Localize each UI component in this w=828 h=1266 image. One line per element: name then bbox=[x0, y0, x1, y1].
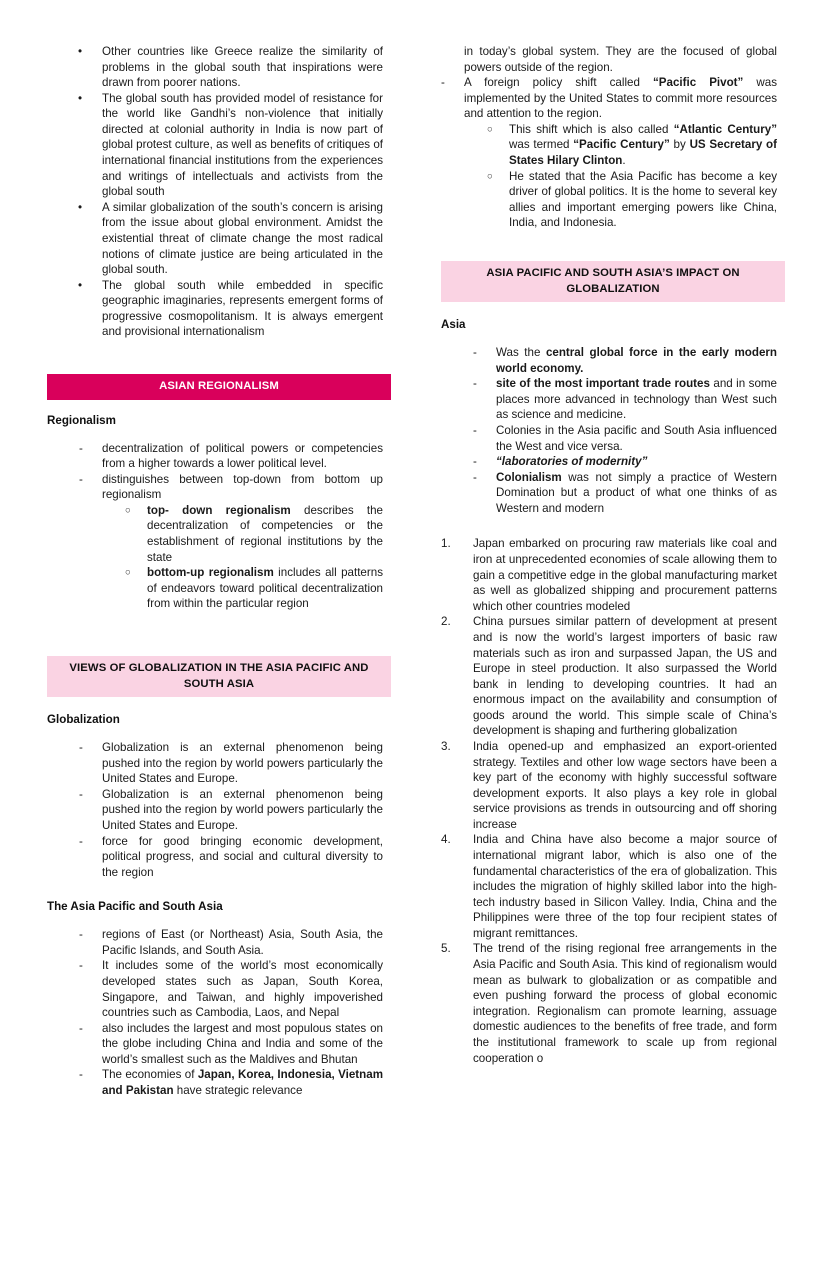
pacific-pivot-list bbox=[441, 75, 777, 231]
circle-bullet-icon: ○ bbox=[487, 123, 493, 135]
list-item bbox=[47, 278, 383, 340]
disc-bullet-icon: • bbox=[78, 91, 83, 105]
subheading-asia: Asia bbox=[441, 318, 466, 332]
subheading-globalization: Globalization bbox=[47, 713, 120, 727]
list-item bbox=[47, 1067, 383, 1098]
regionalism-bullet-list bbox=[47, 441, 383, 612]
dash-bullet-icon: - bbox=[79, 441, 83, 455]
dash-bullet-icon: - bbox=[79, 1068, 83, 1082]
list-item bbox=[47, 200, 383, 278]
list-item-text: “laboratories of modernity” bbox=[496, 455, 648, 469]
asia-impact-bullet-list bbox=[441, 345, 777, 516]
numbered-list-item bbox=[441, 739, 777, 832]
list-item bbox=[47, 958, 383, 1020]
sub-list-item-text: This shift which is also called “Atlantic Century” was termed “Pacific Century” by US Secretary of States Hilary Clinton. bbox=[509, 122, 777, 168]
list-item bbox=[47, 834, 383, 881]
numbered-list-item-text: Japan embarked on procuring raw materials like coal and iron at unprecedented economies of scale allowing them to gain a competitive edge in the global manufacturing market as well as globalized shipping and procurement patterns which other countries modeled bbox=[473, 537, 777, 613]
dash-bullet-icon: - bbox=[79, 787, 83, 801]
section-banner-views-of-globalization: VIEWS OF GLOBALIZATION IN THE ASIA PACIFIC AND SOUTH ASIA bbox=[47, 656, 391, 697]
list-item-text: decentralization of political powers or competencies from a higher towards a lower political level. bbox=[102, 441, 383, 471]
list-item bbox=[441, 454, 777, 470]
list-number: 4. bbox=[441, 833, 451, 847]
numbered-list-item bbox=[441, 614, 777, 739]
dash-bullet-icon: - bbox=[473, 470, 477, 484]
dash-bullet-icon: - bbox=[473, 346, 477, 360]
list-item bbox=[47, 927, 383, 958]
disc-bullet-icon: • bbox=[78, 45, 83, 58]
sub-list-item-text: He stated that the Asia Pacific has become a key driver of global politics. It is the home to several key allies and important emerging powers like China, India, and Indonesia. bbox=[509, 169, 777, 230]
list-item bbox=[47, 472, 383, 503]
list-item-text: Globalization is an external phenomenon being pushed into the region by world powers particularly the United States and Europe. bbox=[102, 741, 383, 786]
sub-list-item bbox=[47, 503, 383, 565]
list-item bbox=[47, 441, 383, 472]
dash-bullet-icon: - bbox=[79, 472, 83, 486]
list-item-text: Colonies in the Asia pacific and South Asia influenced the West and vice versa. bbox=[496, 423, 777, 453]
list-item bbox=[47, 787, 383, 834]
left-column bbox=[40, 44, 390, 1246]
dash-bullet-icon: - bbox=[473, 455, 477, 469]
dash-bullet-icon: - bbox=[473, 377, 477, 391]
list-item-text: force for good bringing economic development, political progress, and social and cultural diversity to the region bbox=[102, 834, 383, 879]
list-item-text: The global south while embedded in specific geographic imaginaries, represents emergent forms of progressive cosmopolitanism. It is always emergent and provisional internationalism bbox=[102, 278, 383, 339]
disc-bullet-icon: • bbox=[78, 200, 83, 214]
sub-list-item-rest: includes all patterns of endeavors toward political decentralization from within the particular region bbox=[147, 566, 383, 611]
list-item bbox=[441, 423, 777, 454]
section-banner-asian-regionalism: ASIAN REGIONALISM bbox=[47, 374, 391, 400]
continuation-text: in today’s global system. They are the focused of global powers outside of the region. bbox=[464, 45, 777, 74]
list-number: 2. bbox=[441, 615, 451, 629]
list-item bbox=[47, 1021, 383, 1068]
list-number: 3. bbox=[441, 739, 451, 753]
continuation-paragraph bbox=[441, 44, 777, 75]
list-item bbox=[47, 91, 383, 200]
dash-bullet-icon: - bbox=[79, 1021, 83, 1035]
dash-bullet-icon: - bbox=[79, 959, 83, 973]
circle-bullet-icon: ○ bbox=[487, 170, 493, 182]
dash-bullet-icon: - bbox=[441, 76, 445, 90]
list-item-text: A similar globalization of the south’s concern is arising from the issue about global environment. Amidst the existential threat of climate change the most radical notions of climate justice are being articulated in the global south. bbox=[102, 200, 383, 277]
right-column bbox=[434, 44, 784, 1246]
list-item-text: A foreign policy shift called “Pacific Pivot” was implemented by the United States to commit more resources and attention to the region. bbox=[464, 76, 778, 121]
sub-list-item bbox=[441, 122, 777, 169]
circle-bullet-icon: ○ bbox=[125, 567, 131, 579]
asia-pacific-bullet-list bbox=[47, 927, 383, 1098]
list-item bbox=[441, 75, 777, 122]
list-item-text: site of the most important trade routes and in some places more advanced in technology than West such as science and medicine. bbox=[496, 377, 777, 422]
list-item-text: Globalization is an external phenomenon being pushed into the region by world powers particularly the United States and Europe. bbox=[102, 787, 383, 832]
globalization-bullet-list bbox=[47, 740, 383, 880]
emphasis-term: bottom-up regionalism bbox=[147, 566, 274, 580]
list-item-text: Other countries like Greece realize the similarity of problems in the global south that inspirations were drawn from poorer nations. bbox=[102, 45, 383, 90]
dash-bullet-icon: - bbox=[79, 928, 83, 942]
dash-bullet-icon: - bbox=[79, 834, 83, 848]
list-item-text: It includes some of the world’s most economically developed states such as Japan, South Korea, Singapore, and Taiwan, and highly impoverished countries such as Cambodia, Laos, and Nepal bbox=[102, 959, 383, 1020]
global-south-bullet-list bbox=[47, 44, 383, 340]
subheading-regionalism: Regionalism bbox=[47, 413, 116, 427]
circle-bullet-icon: ○ bbox=[125, 504, 131, 516]
sub-list-item bbox=[47, 565, 383, 612]
list-item bbox=[441, 345, 777, 376]
list-item bbox=[47, 44, 383, 91]
dash-bullet-icon: - bbox=[79, 741, 83, 755]
sub-list-item-text bbox=[147, 503, 383, 565]
subheading-asia-pacific-south-asia: The Asia Pacific and South Asia bbox=[47, 900, 223, 914]
list-number: 1. bbox=[441, 537, 451, 551]
list-item bbox=[441, 376, 777, 423]
numbered-list-item bbox=[441, 832, 777, 941]
list-item bbox=[47, 740, 383, 787]
section-banner-impact-on-globalization: ASIA PACIFIC AND SOUTH ASIA’S IMPACT ON GLOBALIZATION bbox=[441, 261, 785, 302]
list-item-text: Was the central global force in the early modern world economy. bbox=[496, 346, 777, 375]
numbered-list-item-text: The trend of the rising regional free arrangements in the Asia Pacific and South Asia. This kind of regionalism would mean as bulwark to globalization or as compatible and even pushing forward the process of global economic integration. Regionalism can promote learning, assuage domestic audiences to the benefits of free trade, and form the institutional framework to scale up from regional cooperation o bbox=[473, 942, 777, 1065]
list-item-text: The global south has provided model of resistance for the world like Gandhi’s non-violence that initially directed at colonial authority in India is now part of global protest culture, as well as benefits of critiques of international financial institutions from the experiences and writings of intellectuals and activists from the global south bbox=[102, 91, 383, 199]
list-item-text: Colonialism was not simply a practice of Western Domination but a product of what one thinks of as Western and modern bbox=[496, 470, 777, 515]
disc-bullet-icon: • bbox=[78, 278, 83, 292]
sub-list-item-text bbox=[147, 565, 383, 612]
list-item bbox=[441, 470, 777, 517]
sub-list-item-rest: describes the decentralization of competencies or the establishment of regional institutions by the state bbox=[147, 503, 383, 564]
dash-bullet-icon: - bbox=[473, 423, 477, 437]
numbered-points-list bbox=[441, 536, 777, 1066]
sub-list-item bbox=[441, 169, 777, 231]
list-item-text: also includes the largest and most populous states on the globe including China and India and some of the world’s smallest such as the Maldives and Bhutan bbox=[102, 1021, 383, 1066]
list-number: 5. bbox=[441, 942, 451, 956]
list-item-text: The economies of Japan, Korea, Indonesia, Vietnam and Pakistan have strategic relevance bbox=[102, 1068, 383, 1098]
emphasis-term: top- down regionalism bbox=[147, 503, 291, 517]
numbered-list-item bbox=[441, 536, 777, 614]
numbered-list-item-text: China pursues similar pattern of development at present and is now the world’s largest importers of basic raw materials such as iron and surpassed Japan, the US and Europe in steel production. It also surpassed the World bank in lending to developing countries. It had an enormous impact on the availability and consumption of goods around the world. This simple scale of China’s development is shaping and furthering globalization bbox=[473, 615, 777, 738]
numbered-list-item bbox=[441, 941, 777, 1066]
list-item-text: distinguishes between top-down from bottom up regionalism bbox=[102, 472, 383, 502]
numbered-list-item-text: India and China have also become a major source of international migrant labor, which is also one of the fundamental characteristics of the era of globalization. This includes the migration of highly skilled labor into the high- tech industry based in Silicon Valley. India, China and the Philippines were three of the top four recipient states of migrant remittances. bbox=[473, 833, 777, 940]
numbered-list-item-text: India opened-up and emphasized an export-oriented strategy. Textiles and other low wage sectors have been a key part of the economy with highly successful software development exports. It also plays a key role in global service provisions as trends in outsourcing and off shoring increase bbox=[473, 739, 777, 831]
list-item-text: regions of East (or Northeast) Asia, South Asia, the Pacific Islands, and South Asia. bbox=[102, 928, 383, 957]
